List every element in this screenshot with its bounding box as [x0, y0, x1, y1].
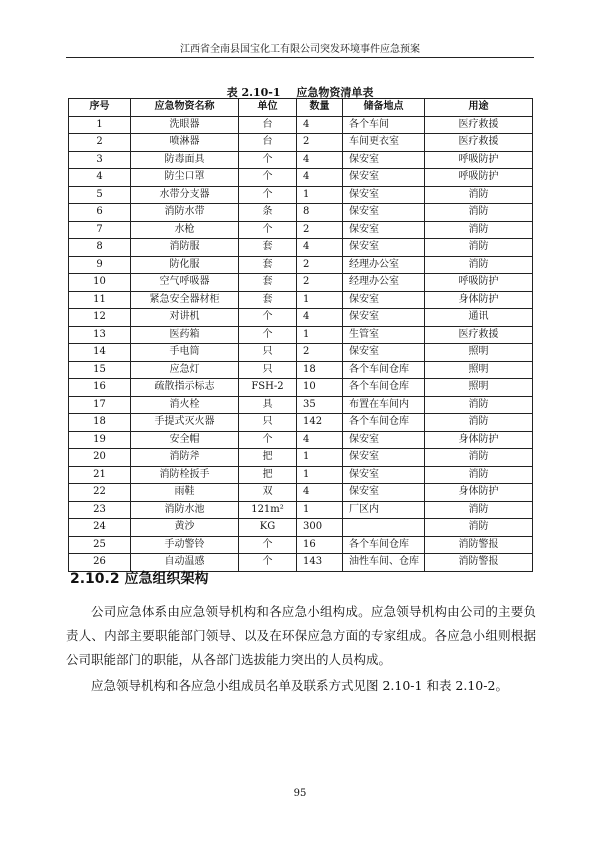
location-cell: 经理办公室	[343, 274, 425, 292]
row-number-cell: 7	[69, 221, 131, 239]
location-cell: 保安室	[343, 204, 425, 222]
item-name-cell: 消防栓扳手	[131, 466, 239, 484]
quantity-cell: 1	[297, 291, 343, 309]
row-number-cell: 18	[69, 414, 131, 432]
item-name-cell: 消防水带	[131, 204, 239, 222]
location-cell: 厂区内	[343, 501, 425, 519]
item-name-cell: 对讲机	[131, 309, 239, 327]
purpose-cell: 呼吸防护	[425, 169, 533, 187]
purpose-cell: 消防	[425, 186, 533, 204]
row-number-cell: 5	[69, 186, 131, 204]
row-number-cell: 21	[69, 466, 131, 484]
unit-cell: 只	[239, 344, 297, 362]
location-cell: 各个车间仓库	[343, 536, 425, 554]
row-number-cell: 12	[69, 309, 131, 327]
row-number-cell: 17	[69, 396, 131, 414]
table-row	[69, 519, 533, 537]
table-row	[69, 414, 533, 432]
purpose-cell: 消防警报	[425, 536, 533, 554]
purpose-cell: 照明	[425, 361, 533, 379]
paragraph: 应急领导机构和各应急小组成员名单及联系方式见图 2.10-1 和表 2.10-2。	[91, 678, 508, 693]
quantity-cell: 8	[297, 204, 343, 222]
row-number-cell: 9	[69, 256, 131, 274]
table-caption-title: 应急物资清单表	[296, 86, 374, 99]
item-name-cell: 防尘口罩	[131, 169, 239, 187]
item-name-cell: 喷淋器	[131, 134, 239, 152]
row-number-cell: 3	[69, 151, 131, 169]
quantity-cell: 4	[297, 239, 343, 257]
unit-cell: 只	[239, 361, 297, 379]
purpose-cell: 身体防护	[425, 291, 533, 309]
purpose-cell: 消防	[425, 396, 533, 414]
row-number-cell: 20	[69, 449, 131, 467]
row-number-cell: 15	[69, 361, 131, 379]
location-cell: 保安室	[343, 344, 425, 362]
purpose-cell: 身体防护	[425, 484, 533, 502]
purpose-cell: 消防	[425, 466, 533, 484]
table-row	[69, 116, 533, 134]
purpose-cell: 身体防护	[425, 431, 533, 449]
unit-cell: 台	[239, 116, 297, 134]
table-row	[69, 466, 533, 484]
table-row	[69, 239, 533, 257]
row-number-cell: 1	[69, 116, 131, 134]
purpose-cell: 医疗救援	[425, 326, 533, 344]
purpose-cell: 通讯	[425, 309, 533, 327]
table-caption-number: 表 2.10-1	[226, 86, 281, 99]
quantity-cell: 2	[297, 274, 343, 292]
unit-cell: FSH-2	[239, 379, 297, 397]
column-header: 储备地点	[343, 99, 425, 117]
table-row	[69, 501, 533, 519]
quantity-cell: 143	[297, 554, 343, 572]
quantity-cell: 18	[297, 361, 343, 379]
table-row	[69, 134, 533, 152]
table-row	[69, 326, 533, 344]
location-cell: 油性车间、仓库	[343, 554, 425, 572]
item-name-cell: 紧急安全器材柜	[131, 291, 239, 309]
location-cell: 经理办公室	[343, 256, 425, 274]
purpose-cell: 消防	[425, 449, 533, 467]
row-number-cell: 26	[69, 554, 131, 572]
purpose-cell: 消防	[425, 256, 533, 274]
quantity-cell: 2	[297, 256, 343, 274]
item-name-cell: 防毒面具	[131, 151, 239, 169]
location-cell: 保安室	[343, 484, 425, 502]
table-row	[69, 379, 533, 397]
unit-cell: 套	[239, 274, 297, 292]
table-row	[69, 309, 533, 327]
table-row	[69, 361, 533, 379]
unit-cell: 个	[239, 221, 297, 239]
row-number-cell: 19	[69, 431, 131, 449]
row-number-cell: 13	[69, 326, 131, 344]
purpose-cell: 照明	[425, 344, 533, 362]
row-number-cell: 16	[69, 379, 131, 397]
quantity-cell: 1	[297, 449, 343, 467]
location-cell: 各个车间	[343, 116, 425, 134]
item-name-cell: 消火栓	[131, 396, 239, 414]
item-name-cell: 水枪	[131, 221, 239, 239]
unit-cell: 121m²	[239, 501, 297, 519]
table-row	[69, 274, 533, 292]
column-header: 序号	[69, 99, 131, 117]
table-row	[69, 291, 533, 309]
row-number-cell: 14	[69, 344, 131, 362]
purpose-cell: 呼吸防护	[425, 151, 533, 169]
column-header: 单位	[239, 99, 297, 117]
quantity-cell: 4	[297, 116, 343, 134]
item-name-cell: 疏散指示标志	[131, 379, 239, 397]
purpose-cell: 消防	[425, 239, 533, 257]
location-cell: 保安室	[343, 221, 425, 239]
quantity-cell: 1	[297, 186, 343, 204]
row-number-cell: 24	[69, 519, 131, 537]
paragraph: 公司应急体系由应急领导机构和各应急小组构成。应急领导机构由公司的主要负责人、内部主要职能部门领导、以及在环保应急方面的专家组成。各应急小组则根据公司职能部门的职能，从各部门选拔能力突出的人员构成。	[66, 604, 536, 667]
row-number-cell: 4	[69, 169, 131, 187]
table-row	[69, 221, 533, 239]
row-number-cell: 8	[69, 239, 131, 257]
table-row	[69, 449, 533, 467]
item-name-cell: 应急灯	[131, 361, 239, 379]
quantity-cell: 2	[297, 134, 343, 152]
unit-cell: 套	[239, 239, 297, 257]
purpose-cell: 消防	[425, 414, 533, 432]
quantity-cell: 300	[297, 519, 343, 537]
quantity-cell: 4	[297, 431, 343, 449]
unit-cell: 个	[239, 536, 297, 554]
unit-cell: 套	[239, 256, 297, 274]
column-header: 数量	[297, 99, 343, 117]
unit-cell: 把	[239, 466, 297, 484]
location-cell: 保安室	[343, 151, 425, 169]
location-cell: 保安室	[343, 239, 425, 257]
purpose-cell: 消防	[425, 204, 533, 222]
row-number-cell: 23	[69, 501, 131, 519]
quantity-cell: 10	[297, 379, 343, 397]
row-number-cell: 25	[69, 536, 131, 554]
purpose-cell: 医疗救援	[425, 134, 533, 152]
item-name-cell: 手提式灭火器	[131, 414, 239, 432]
purpose-cell: 呼吸防护	[425, 274, 533, 292]
location-cell: 各个车间仓库	[343, 379, 425, 397]
unit-cell: 个	[239, 431, 297, 449]
unit-cell: 套	[239, 291, 297, 309]
item-name-cell: 水带分支器	[131, 186, 239, 204]
quantity-cell: 4	[297, 151, 343, 169]
section-heading: 2.10.2 应急组织架构	[70, 571, 209, 587]
unit-cell: 个	[239, 309, 297, 327]
page-number: 95	[293, 788, 307, 799]
item-name-cell: 医药箱	[131, 326, 239, 344]
item-name-cell: 防化服	[131, 256, 239, 274]
quantity-cell: 142	[297, 414, 343, 432]
quantity-cell: 1	[297, 501, 343, 519]
header-rule	[66, 57, 534, 58]
location-cell: 保安室	[343, 169, 425, 187]
unit-cell: 把	[239, 449, 297, 467]
table-row	[69, 186, 533, 204]
unit-cell: 个	[239, 151, 297, 169]
unit-cell: 个	[239, 554, 297, 572]
quantity-cell: 2	[297, 344, 343, 362]
location-cell: 保安室	[343, 449, 425, 467]
table-header-row	[69, 99, 533, 117]
purpose-cell: 消防	[425, 221, 533, 239]
table-body	[69, 116, 533, 571]
item-name-cell: 自动温感	[131, 554, 239, 572]
location-cell: 生管室	[343, 326, 425, 344]
table-row	[69, 344, 533, 362]
unit-cell: 双	[239, 484, 297, 502]
row-number-cell: 11	[69, 291, 131, 309]
table-row	[69, 431, 533, 449]
item-name-cell: 雨鞋	[131, 484, 239, 502]
purpose-cell: 消防警报	[425, 554, 533, 572]
item-name-cell: 手动警铃	[131, 536, 239, 554]
row-number-cell: 22	[69, 484, 131, 502]
unit-cell: 台	[239, 134, 297, 152]
item-name-cell: 消防水池	[131, 501, 239, 519]
row-number-cell: 2	[69, 134, 131, 152]
table-row	[69, 256, 533, 274]
unit-cell: 个	[239, 169, 297, 187]
quantity-cell: 4	[297, 169, 343, 187]
location-cell: 保安室	[343, 466, 425, 484]
emergency-supplies-table	[68, 98, 533, 572]
table-row	[69, 204, 533, 222]
location-cell	[343, 519, 425, 537]
location-cell: 保安室	[343, 291, 425, 309]
quantity-cell: 2	[297, 221, 343, 239]
table-row	[69, 169, 533, 187]
purpose-cell: 消防	[425, 519, 533, 537]
item-name-cell: 消防斧	[131, 449, 239, 467]
location-cell: 保安室	[343, 309, 425, 327]
location-cell: 各个车间仓库	[343, 414, 425, 432]
column-header: 应急物资名称	[131, 99, 239, 117]
location-cell: 保安室	[343, 186, 425, 204]
quantity-cell: 1	[297, 466, 343, 484]
row-number-cell: 6	[69, 204, 131, 222]
quantity-cell: 4	[297, 484, 343, 502]
item-name-cell: 空气呼吸器	[131, 274, 239, 292]
quantity-cell: 35	[297, 396, 343, 414]
table-row	[69, 151, 533, 169]
table-row	[69, 396, 533, 414]
item-name-cell: 消防服	[131, 239, 239, 257]
table-row	[69, 536, 533, 554]
location-cell: 各个车间仓库	[343, 361, 425, 379]
quantity-cell: 1	[297, 326, 343, 344]
purpose-cell: 医疗救援	[425, 116, 533, 134]
unit-cell: 个	[239, 326, 297, 344]
item-name-cell: 手电筒	[131, 344, 239, 362]
unit-cell: 个	[239, 186, 297, 204]
table-row	[69, 484, 533, 502]
item-name-cell: 洗眼器	[131, 116, 239, 134]
location-cell: 车间更衣室	[343, 134, 425, 152]
purpose-cell: 照明	[425, 379, 533, 397]
purpose-cell: 消防	[425, 501, 533, 519]
unit-cell: 具	[239, 396, 297, 414]
location-cell: 布置在车间内	[343, 396, 425, 414]
item-name-cell: 黄沙	[131, 519, 239, 537]
column-header: 用途	[425, 99, 533, 117]
quantity-cell: 16	[297, 536, 343, 554]
unit-cell: KG	[239, 519, 297, 537]
quantity-cell: 4	[297, 309, 343, 327]
location-cell: 保安室	[343, 431, 425, 449]
unit-cell: 只	[239, 414, 297, 432]
item-name-cell: 安全帽	[131, 431, 239, 449]
unit-cell: 条	[239, 204, 297, 222]
row-number-cell: 10	[69, 274, 131, 292]
running-header: 江西省全南县国宝化工有限公司突发环境事件应急预案	[180, 44, 420, 55]
